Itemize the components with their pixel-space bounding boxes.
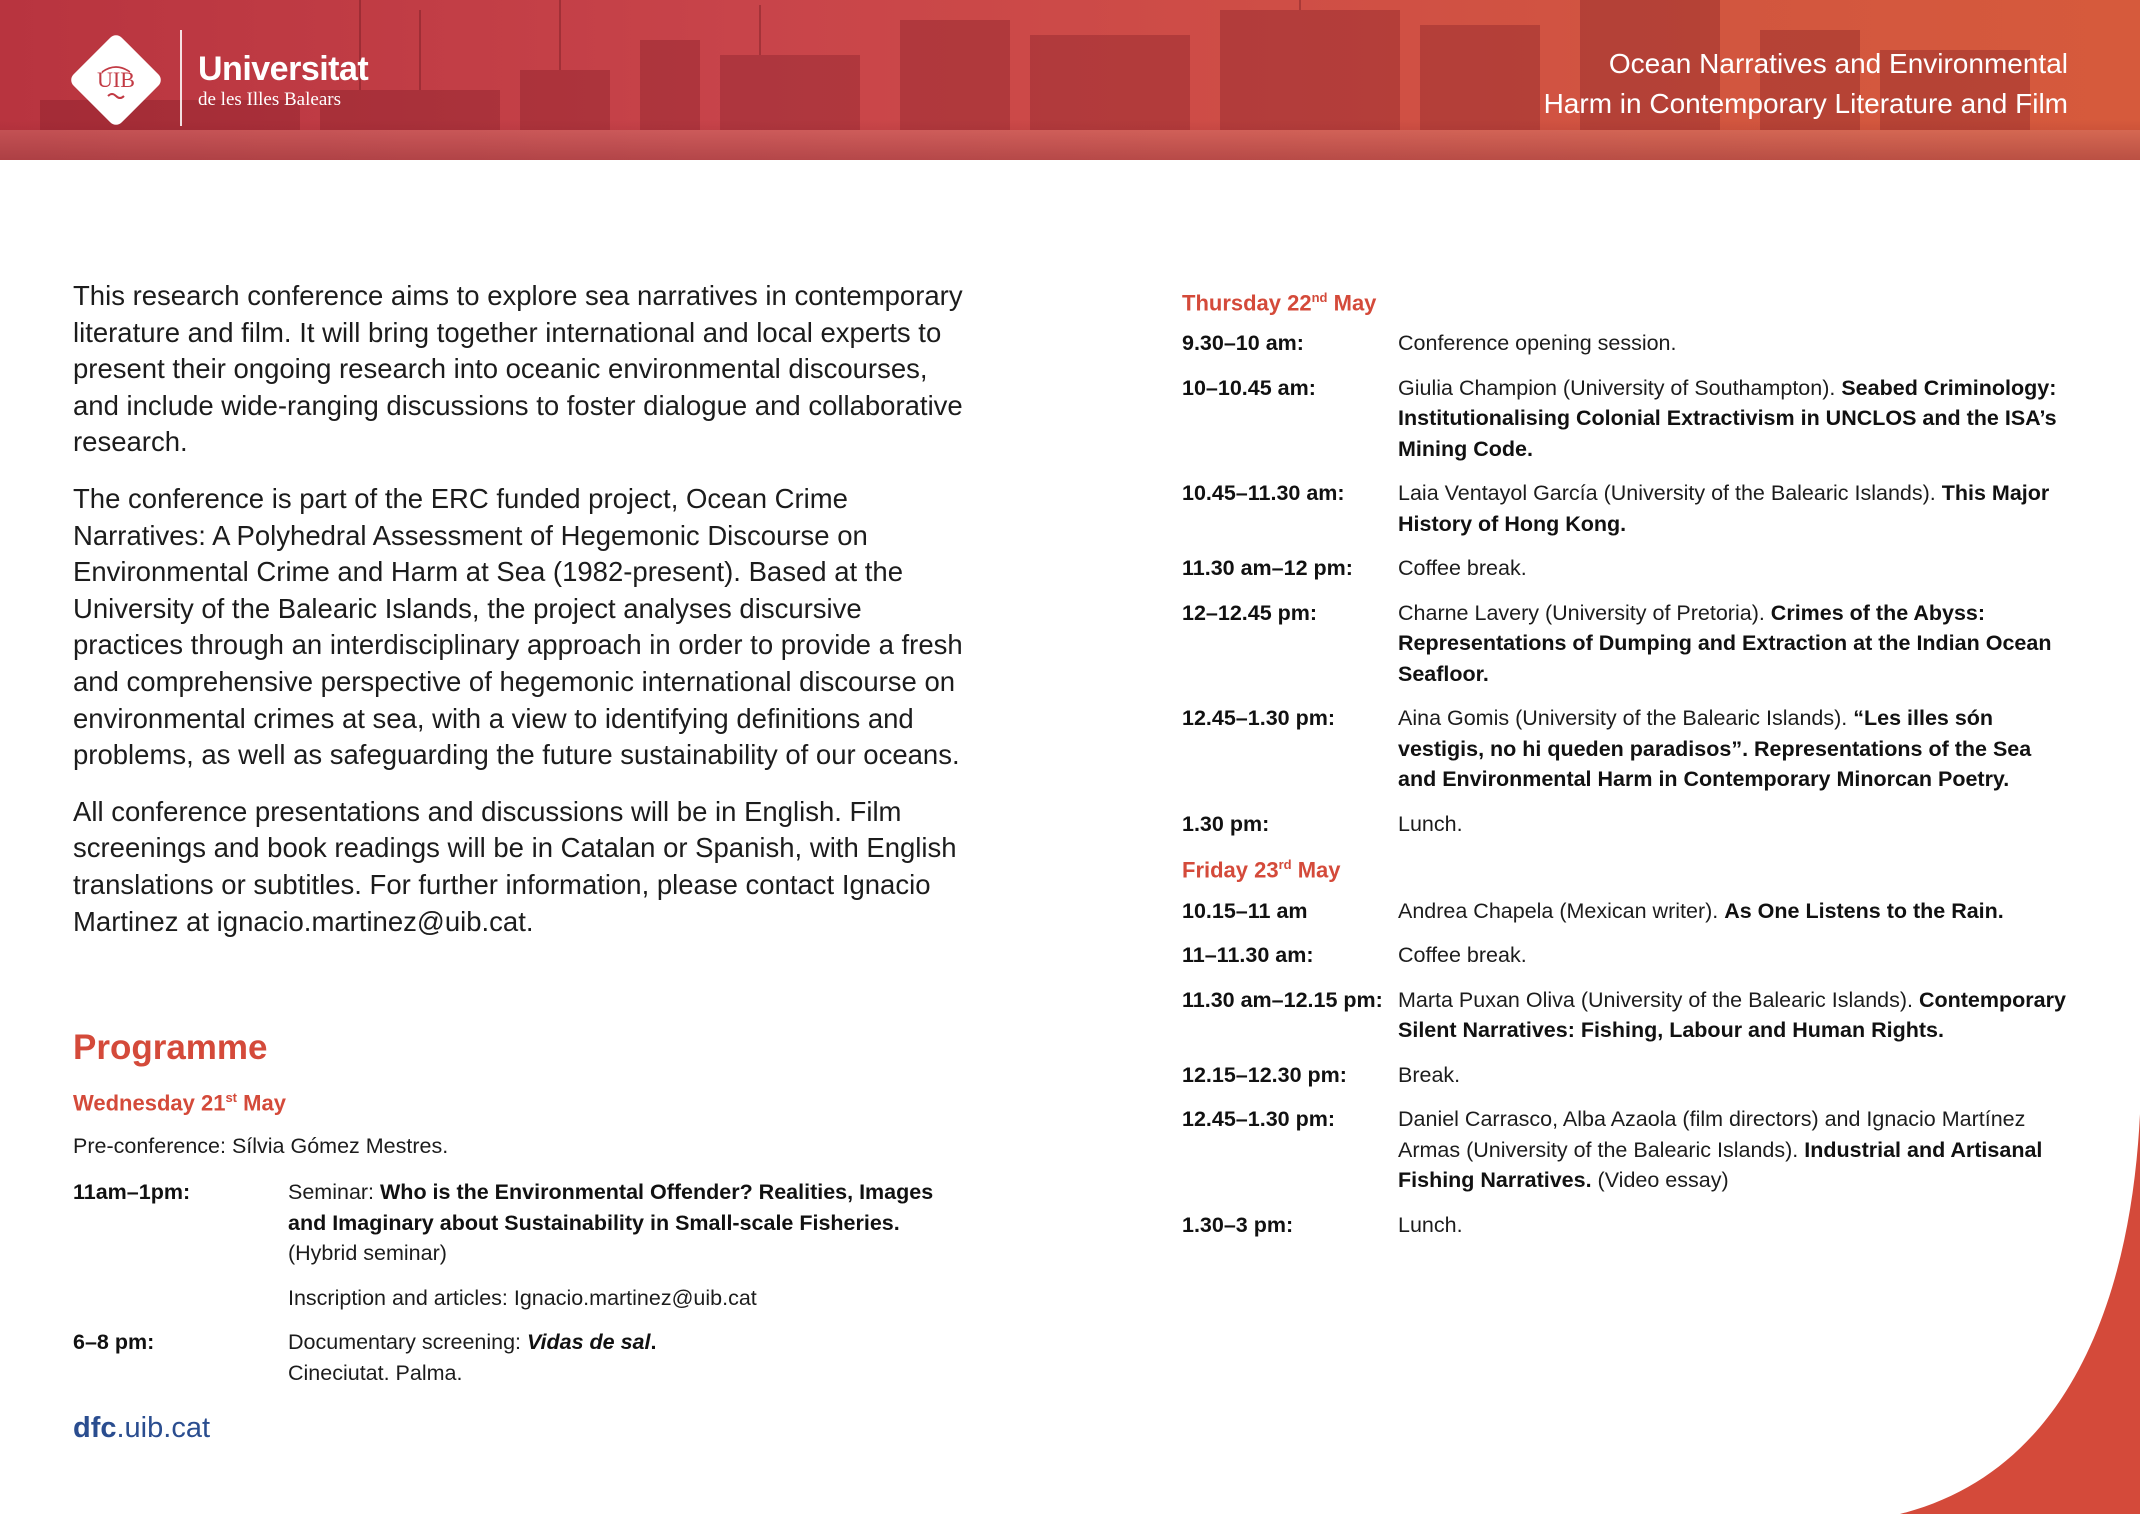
schedule-text: Break. xyxy=(1398,1062,1461,1087)
schedule-text: Documentary screening: xyxy=(288,1330,527,1354)
friday-day: Friday 23 xyxy=(1182,857,1279,883)
schedule-text: Lunch. xyxy=(1398,1212,1463,1237)
schedule-text: Seminar: xyxy=(288,1180,381,1204)
schedule-row xyxy=(1182,478,2072,539)
schedule-description xyxy=(1398,553,2072,584)
intro-section xyxy=(73,278,973,960)
schedule-row xyxy=(1182,1060,2072,1091)
schedule-description xyxy=(1398,328,2072,359)
conference-title-line2: Harm in Contemporary Literature and Film xyxy=(1543,88,2068,119)
schedule-row xyxy=(1182,598,2072,690)
corner-swoosh-decoration xyxy=(1880,1114,2140,1514)
schedule-text: Coffee break. xyxy=(1398,556,1527,581)
friday-heading xyxy=(1182,857,2072,883)
friday-month: May xyxy=(1291,857,1341,883)
conference-title-line1: Ocean Narratives and Environmental xyxy=(1608,48,2068,79)
schedule-description xyxy=(1398,598,2072,690)
schedule-row xyxy=(1182,373,2072,465)
schedule-row xyxy=(1182,703,2072,795)
logo-text xyxy=(198,52,368,112)
programme-heading: Programme xyxy=(73,1028,268,1067)
schedule-text: Giulia Champion (University of Southampton). xyxy=(1398,375,1842,400)
schedule-time: 12–12.45 pm: xyxy=(1182,600,1318,625)
schedule-text: Daniel Carrasco, Alba Azaola (film directors) and Ignacio Martínez Armas (University of the Balearic Islands). xyxy=(1398,1107,2026,1162)
website-link-bold: dfc xyxy=(73,1412,117,1444)
schedule-description xyxy=(1398,809,2072,840)
schedule-time: 6–8 pm: xyxy=(73,1330,155,1354)
schedule-note: (Hybrid seminar) xyxy=(288,1241,447,1265)
schedule-row xyxy=(73,1283,973,1314)
header-banner xyxy=(0,0,2140,160)
schedule-note: . xyxy=(650,1330,657,1354)
schedule-title: Contemporary Silent Narratives: Fishing, Labour and Human Rights. xyxy=(1398,987,2066,1043)
schedule-time: 9.30–10 am: xyxy=(1182,331,1304,356)
schedule-time: 11.30 am–12 pm: xyxy=(1182,556,1353,581)
schedule-text: Conference opening session. xyxy=(1398,331,1677,356)
uib-logo-icon xyxy=(68,32,164,128)
schedule-description xyxy=(288,1283,973,1314)
intro-paragraph-1: This research conference aims to explore sea narratives in contemporary literature and film. It will bring together international and local experts to present their ongoing research into oceanic environmental discourses, and include wide-ranging discussions to foster dialogue and collaborative research. xyxy=(73,280,963,458)
wednesday-day: Wednesday 21 xyxy=(73,1090,226,1116)
conference-title xyxy=(1544,44,2068,124)
schedule-time xyxy=(73,1283,288,1314)
schedule-title: As One Listens to the Rain. xyxy=(1724,898,2004,923)
schedule-time: 1.30–3 pm: xyxy=(1182,1212,1294,1237)
thursday-day-suffix: nd xyxy=(1311,290,1328,305)
schedule-text: Laia Ventayol García (University of the Balearic Islands). xyxy=(1398,481,1942,506)
schedule-row xyxy=(1182,328,2072,359)
schedule-description xyxy=(1398,985,2072,1046)
schedule-description xyxy=(1398,373,2072,465)
svg-text:UIB: UIB xyxy=(97,67,135,92)
schedule-text: Andrea Chapela (Mexican writer). xyxy=(1398,898,1725,923)
schedule-description xyxy=(288,1177,973,1269)
thursday-day: Thursday 22 xyxy=(1182,290,1312,316)
schedule-venue: Cineciutat. Palma. xyxy=(288,1360,463,1385)
schedule-description xyxy=(1398,703,2072,795)
schedule-title: Seabed Criminology: Institutionalising Colonial Extractivism in UNCLOS and the ISA’s Mining Code. xyxy=(1398,375,2057,461)
wednesday-heading xyxy=(73,1090,286,1116)
schedule-description xyxy=(1398,940,2072,971)
schedule-time: 12.45–1.30 pm: xyxy=(1182,1107,1335,1132)
schedule-row xyxy=(1182,553,2072,584)
wednesday-schedule xyxy=(73,1177,973,1402)
friday-day-suffix: rd xyxy=(1278,857,1292,873)
website-link-rest: .uib.cat xyxy=(116,1412,210,1444)
schedule-time: 11–11.30 am: xyxy=(1182,943,1314,968)
university-subname: de les Illes Balears xyxy=(198,89,341,110)
schedule-row xyxy=(1182,809,2072,840)
wednesday-day-suffix: st xyxy=(225,1090,238,1105)
schedule-time: 11.30 am–12.15 pm: xyxy=(1182,987,1383,1012)
schedule-right-column xyxy=(1182,290,2072,1254)
preconference-line: Pre-conference: Sílvia Gómez Mestres. xyxy=(73,1134,449,1158)
schedule-description xyxy=(1398,896,2072,927)
schedule-text: Marta Puxan Oliva (University of the Balearic Islands). xyxy=(1398,987,1919,1012)
schedule-time: 11am–1pm: xyxy=(73,1180,191,1204)
schedule-row xyxy=(73,1177,973,1269)
intro-paragraph-3: All conference presentations and discussions will be in English. Film screenings and book readings will be in Catalan or Spanish, with English translations or subtitles. For further information, please contact Ignacio Martinez at ignacio.martinez@uib.cat. xyxy=(73,795,957,937)
banner-shade xyxy=(0,120,2140,160)
intro-paragraph-2: The conference is part of the ERC funded project, Ocean Crime Narratives: A Polyhedral Assessment of Hegemonic Discourse on Environmental Crime and Harm at Sea (1982-present). Based at the University of the Balearic Islands, the project analyses discursive practices through an interdisciplinary approach in order to provide a fresh and comprehensive perspective of hegemonic international discourse on environmental crimes at sea, with a view to identifying definitions and problems, as well as safeguarding the future sustainability of our oceans. xyxy=(73,482,963,771)
schedule-description xyxy=(1398,478,2072,539)
schedule-text: Lunch. xyxy=(1398,811,1463,836)
inscription-text[interactable]: Inscription and articles: Ignacio.martinez@uib.cat xyxy=(288,1285,757,1310)
schedule-time: 12.15–12.30 pm: xyxy=(1182,1062,1347,1087)
schedule-description xyxy=(1398,1060,2072,1091)
schedule-title: This Major History of Hong Kong. xyxy=(1398,481,2050,536)
schedule-row xyxy=(1182,985,2072,1046)
schedule-text: Charne Lavery (University of Pretoria). xyxy=(1398,600,1771,625)
schedule-time: 10–10.45 am: xyxy=(1182,375,1316,400)
schedule-title: Industrial and Artisanal Fishing Narratives. xyxy=(1398,1137,2043,1193)
schedule-description xyxy=(288,1327,973,1388)
schedule-time: 1.30 pm: xyxy=(1182,811,1270,836)
schedule-time: 12.45–1.30 pm: xyxy=(1182,706,1335,731)
schedule-row xyxy=(73,1327,973,1388)
schedule-time: 10.15–11 am xyxy=(1182,898,1308,923)
schedule-text: Coffee break. xyxy=(1398,943,1527,968)
schedule-note: (Video essay) xyxy=(1591,1168,1729,1193)
wednesday-month: May xyxy=(237,1090,286,1116)
schedule-time: 10.45–11.30 am: xyxy=(1182,481,1345,506)
website-link[interactable] xyxy=(73,1412,210,1445)
schedule-row xyxy=(1182,940,2072,971)
schedule-row xyxy=(1182,896,2072,927)
schedule-title: Crimes of the Abyss: Representations of Dumping and Extraction at the Indian Ocean Seafloor. xyxy=(1398,600,2052,686)
schedule-title: “Les illes són vestigis, no hi queden paradisos”. Representations of the Sea and Environmental Harm in Contemporary Minorcan Poetry. xyxy=(1398,706,2032,792)
logo-divider xyxy=(180,30,182,126)
schedule-title: Who is the Environmental Offender? Realities, Images and Imaginary about Sustainability in Small-scale Fisheries. xyxy=(288,1180,934,1235)
schedule-text: Aina Gomis (University of the Balearic Islands). xyxy=(1398,706,1854,731)
schedule-title: Vidas de sal xyxy=(527,1330,651,1354)
uib-logo[interactable] xyxy=(68,30,164,130)
university-name: Universitat xyxy=(198,50,369,88)
thursday-month: May xyxy=(1327,290,1377,316)
thursday-heading xyxy=(1182,290,2072,316)
